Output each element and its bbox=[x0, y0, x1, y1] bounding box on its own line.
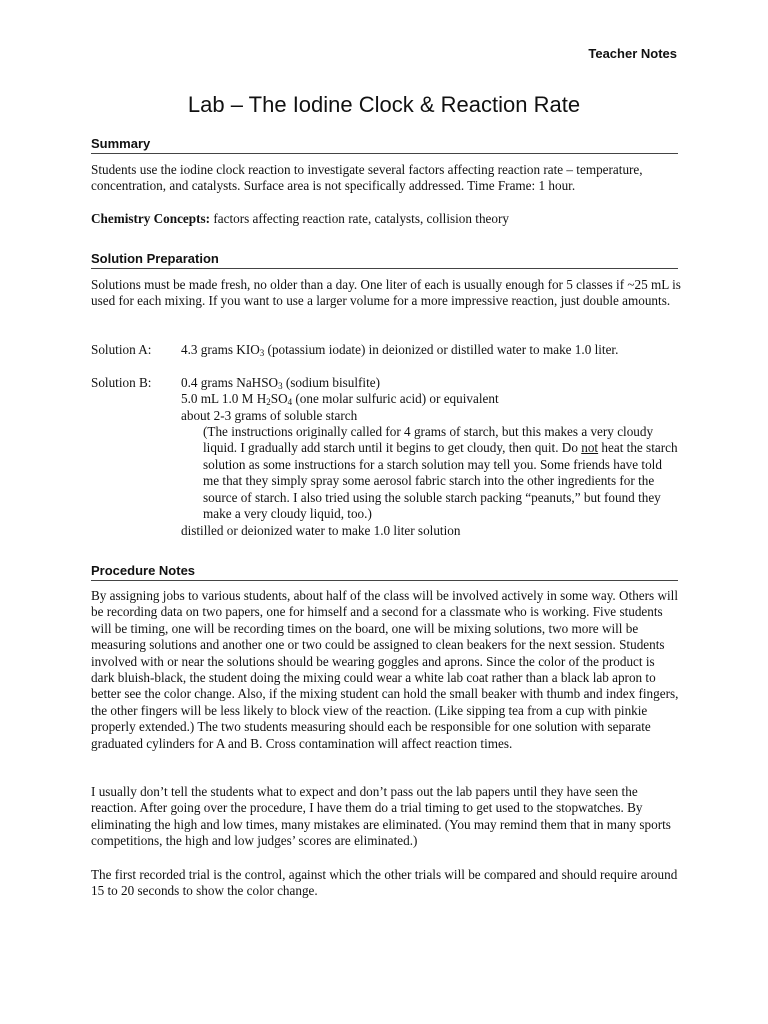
procedure-paragraph-2: I usually don’t tell the students what to expect and don’t pass out the lab papers until they have seen the reaction. After going over the procedure, I have them do a trial timing to get used to the stopwatches. By eliminating the high and low times, many mistakes are eliminated. (You may remind them that in many sports competitions, the high and low judges’ scores are eliminated.) bbox=[91, 784, 671, 849]
concepts-label: Chemistry Concepts: bbox=[91, 211, 211, 226]
procedure-paragraph-1: By assigning jobs to various students, about half of the class will be involved actively in some way. Others will be recording data on two papers, one for himself and a second for a classmate who is working. Five students will be timing, one will be recording times on the board, one will be mixing solutions, two more will be measuring solutions and another one or two could be assigned to clean beakers for the next session. Students involved with or near the solutions should be wearing goggles and aprons. Since the color of the product is dark bluish-black, the student doing the mixing could wear a white lab coat rather than a black lab apron to better see the color change. Also, if the mixing student can hold the small beaker with thumb and index fingers, the other fingers will be less likely to block view of the reaction. (Like sipping tea from a cup with pinkie properly extended.) The two students measuring should each be responsible for one solution with separate graduated cylinders for A and B. Cross contamination will affect reaction times. bbox=[91, 588, 679, 751]
solution-b-line-2: 5.0 mL 1.0 M $H_2SO_4$ (one molar sulfuric acid) or equivalent bbox=[181, 391, 499, 407]
solution-a-label: Solution A: bbox=[91, 342, 152, 357]
summary-heading: Summary bbox=[91, 136, 678, 154]
teacher-notes-label: Teacher Notes bbox=[588, 46, 677, 61]
concepts-text: factors affecting reaction rate, catalysts, collision theory bbox=[213, 211, 509, 226]
solution-b-line-3: about 2-3 grams of soluble starch bbox=[181, 408, 358, 423]
solution-b-line-4: distilled or deionized water to make 1.0 liter solution bbox=[181, 523, 461, 538]
solution-prep-heading: Solution Preparation bbox=[91, 251, 678, 269]
page-title: Lab – The Iodine Clock & Reaction Rate bbox=[187, 92, 581, 117]
summary-text: Students use the iodine clock reaction to investigate several factors affecting reaction rate – temperature, concentration, and catalysts. Surface area is not specifically addressed. Time Frame: 1 hour. bbox=[91, 162, 643, 194]
procedure-heading: Procedure Notes bbox=[91, 563, 678, 581]
starch-note: (The instructions originally called for 4 grams of starch, but this makes a very cloudy liquid. I gradually add starch until it begins to get cloudy, then quit. Do not heat the starch solution as some instructions for a starch solution may tell you. Some friends have told me that they simply spray some aerosol fabric starch into the other ingredients for the source of starch. I also tried using the soluble starch packing “peanuts,” but found they make a very cloudy liquid, too.) bbox=[203, 424, 678, 522]
solution-b-line-1: 0.4 grams NaHSO$_3$ (sodium bisulfite) bbox=[181, 375, 381, 391]
solution-prep-intro: Solutions must be made fresh, no older than a day. One liter of each is usually enough for 5 classes if ~25 mL is used for each mixing. If you want to use a larger volume for a more impressive reaction, just double amounts. bbox=[91, 277, 681, 309]
procedure-paragraph-3: The first recorded trial is the control, against which the other trials will be compared and should require around 15 to 20 seconds to show the color change. bbox=[91, 867, 678, 899]
chemistry-concepts bbox=[91, 211, 681, 227]
solution-a-text: 4.3 grams $KIO_3$ (potassium iodate) in deionized or distilled water to make 1.0 liter. bbox=[181, 342, 619, 358]
solution-b-label: Solution B: bbox=[91, 375, 152, 390]
